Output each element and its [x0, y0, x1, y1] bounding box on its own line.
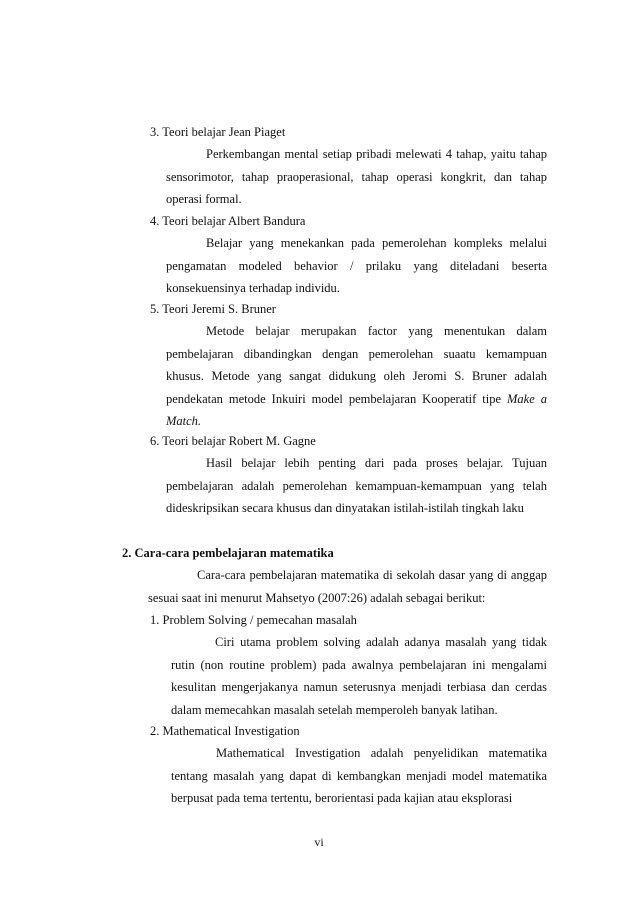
section-intro	[148, 564, 547, 609]
paragraph-mathematical-investigation	[171, 742, 547, 810]
paragraph-gagne-text: Hasil belajar lebih penting dari pada proses belajar. Tujuan pembelajaran adalah pemerolehan kemampuan-kemampuan yang telah dideskripsikan secara khusus dan dinyatakan istilah-istilah tingkah laku	[166, 456, 547, 515]
heading-bruner: 5. Teori Jeremi S. Bruner	[150, 302, 276, 316]
paragraph-piaget	[166, 143, 547, 211]
paragraph-gagne	[166, 452, 547, 520]
heading-piaget: 3. Teori belajar Jean Piaget	[150, 125, 286, 139]
paragraph-mathematical-investigation-text: Mathematical Investigation adalah penyelidikan matematika tentang masalah yang dapat di kembangkan menjadi model matematika berpusat pada tema tertentu, berorientasi pada kajian atau eksplorasi	[171, 746, 547, 805]
heading-bandura: 4. Teori belajar Albert Bandura	[150, 214, 306, 228]
heading-gagne: 6. Teori belajar Robert M. Gagne	[150, 434, 316, 448]
paragraph-bandura-text: Belajar yang menekankan pada pemerolehan kompleks melalui pengamatan modeled behavior / prilaku yang diteladani beserta konsekuensinya terhadap individu.	[166, 236, 547, 295]
paragraph-bruner-italic: Make a Match.	[166, 391, 547, 428]
subheading-mathematical-investigation: 2. Mathematical Investigation	[150, 724, 300, 738]
paragraph-bandura	[166, 232, 547, 300]
paragraph-bruner	[166, 320, 547, 433]
subheading-problem-solving: 1. Problem Solving / pemecahan masalah	[150, 613, 357, 627]
section-title: 2. Cara-cara pembelajaran matematika	[122, 546, 334, 560]
paragraph-piaget-text: Perkembangan mental setiap pribadi melewati 4 tahap, yaitu tahap sensorimotor, tahap praoperasional, tahap operasi kongkrit, dan tahap operasi formal.	[166, 147, 547, 206]
paragraph-bruner-text: Metode belajar merupakan factor yang menentukan dalam pembelajaran dibandingkan dengan pemerolehan suaatu kemampuan khusus. Metode yang sangat didukung oleh Jeromi S. Bruner adalah pendekatan metode Inkuiri model pembelajaran Kooperatif tipe	[166, 324, 547, 406]
paragraph-problem-solving-text: Ciri utama problem solving adalah adanya masalah yang tidak rutin (non routine problem) pada awalnya pembelajaran ini mengalami kesulitan mengerjakanya namun seterusnya menjadi terbiasa dan cerdas dalam memecahkan masalah setelah memperoleh banyak latihan.	[171, 635, 547, 717]
paragraph-problem-solving	[171, 631, 547, 721]
page-number: vi	[314, 835, 324, 849]
section-intro-text: Cara-cara pembelajaran matematika di sekolah dasar yang di anggap sesuai saat ini menurut Mahsetyo (2007:26) adalah sebagai berikut:	[148, 568, 547, 605]
